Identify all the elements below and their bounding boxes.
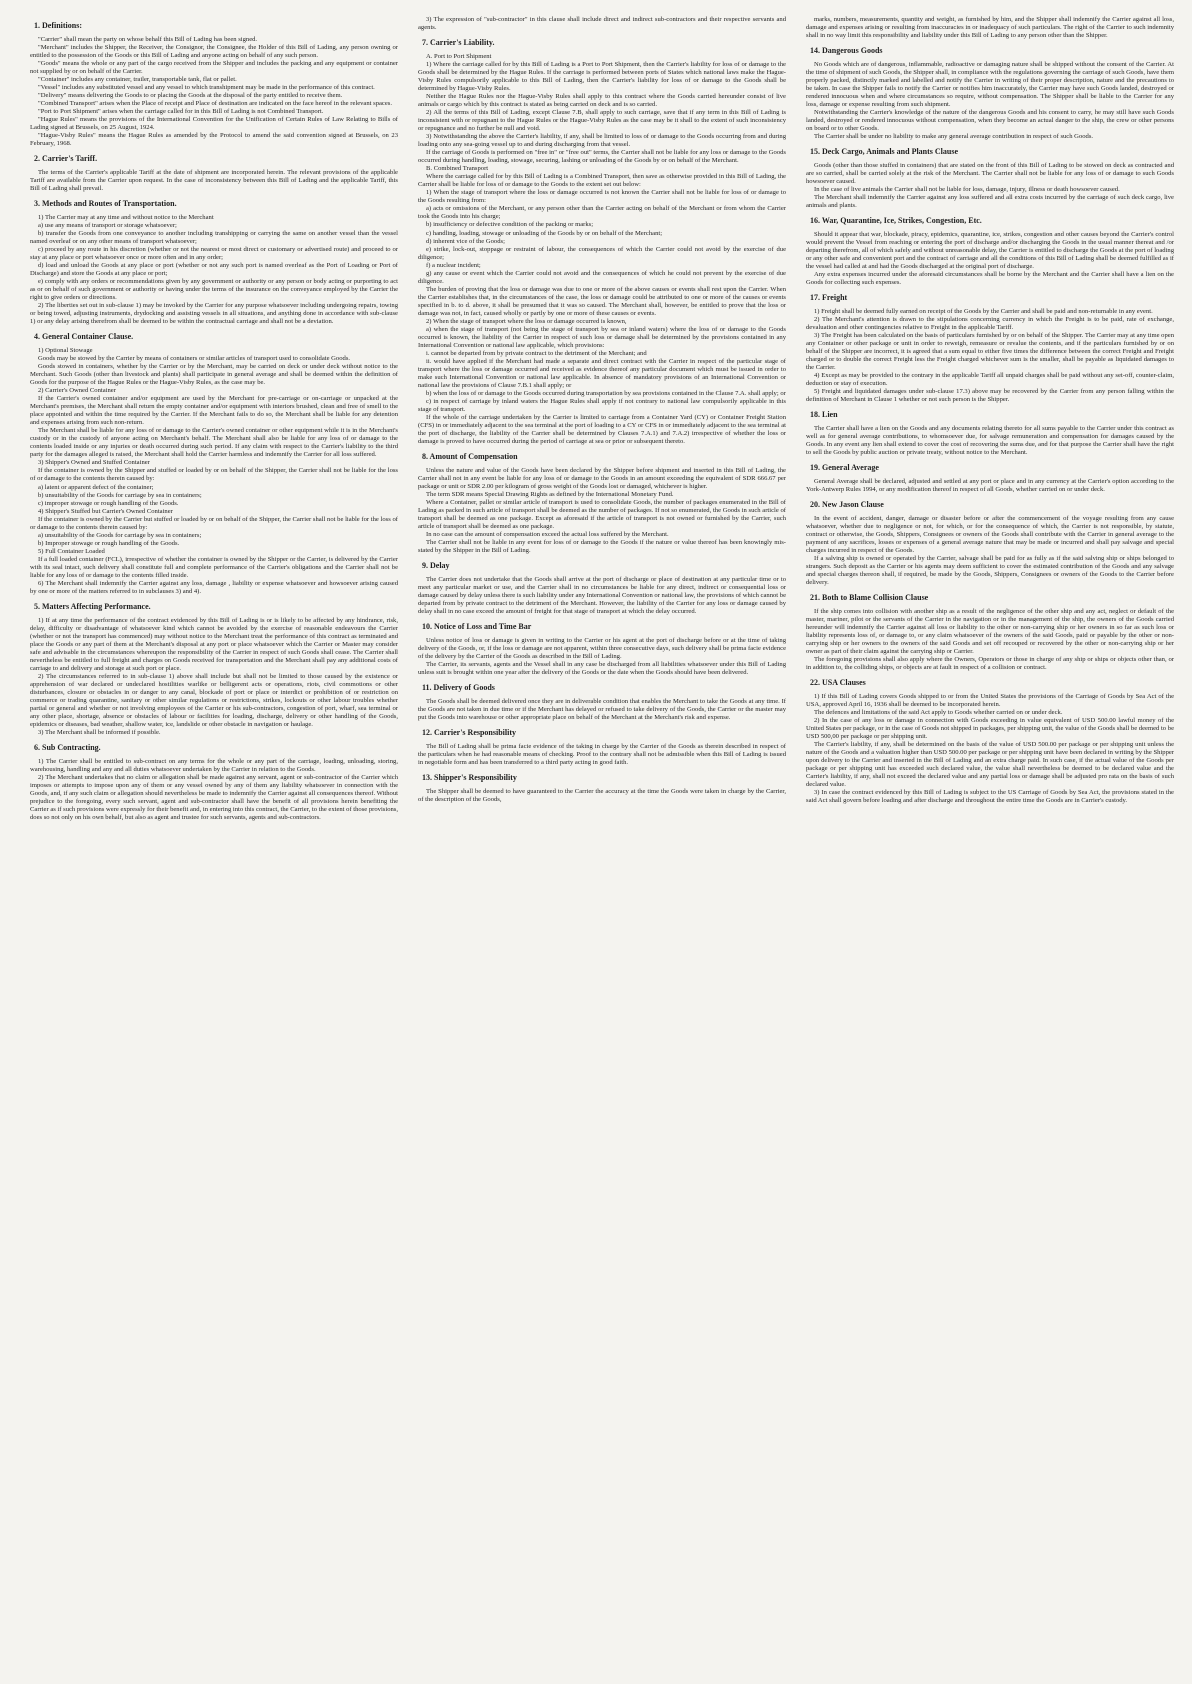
clause-heading: 4. General Container Clause. [34,332,134,342]
clause-paragraph: "Delivery" means delivering the Goods to or placing the Goods at the disposal of the party entitled to receive them. [38,91,343,99]
clause-paragraph: General Average shall be declared, adjusted and settled at any port or place and in any currency at the Carrier's option according to the York-Antwerp Rules 1994, or any modification thereof in respect of all Goods, whether carried on or under deck. [806,477,1174,493]
clause-paragraph: The Carrier's liability, if any, shall be determined on the basis of the value of USD 500.00 per package or per shipping unit unless the nature of the Goods and a valuation higher than USD 500.00 per package or per shipping unit have been declared in writing by the Shipper upon delivery to the Carrier and inserted in the Bill of Lading and an extra charge paid. In such case, if the actual value of the Goods per package or per shipping unit has exceeded such declared value, the value shall nevertheless be deemed to be declared value and the Carrier's liability, if any, shall not exceed the declared value and any partial loss or damage shall be adjusted pro rata on the basis of such declared value. [806,740,1174,788]
clause-paragraph: The Merchant shall be liable for any loss of or damage to the Carrier's owned container or other equipment while it is in the Merchant's custody or in the custody of anyone acting on Merchant's behalf. The Merchant shall also be liable for any loss of or damage to the contents loaded inside or any injuries or death occurred during such period. If any claim with respect to the Carrier's liability to the third party for the damages alleged is raised, the Merchant shall hold the Carrier harmless and indemnify the Carrier for all loss suffered. [30,427,398,459]
clause-paragraph: c) proceed by any route in his discretion (whether or not the nearest or most direct or customary or advertised route) and proceed to or stay at any place or port whatsoever once or more often and in any order; [30,245,398,261]
clause-paragraph: e) strike, lock-out, stoppage or restraint of labour, the consequences of which the Carrier could not avoid by the exercise of due diligence; [418,245,786,261]
clause-paragraph: 1) If this Bill of Lading covers Goods shipped to or from the United States the provisions of the Carriage of Goods by Sea Act of the USA, approved April 16, 1936 shall be deemed to be incorporated herein. [806,692,1174,708]
clause-heading: 3. Methods and Routes of Transportation. [34,199,177,209]
clause-paragraph: The defences and limitations of the said Act apply to Goods whether carried on or under deck. [814,708,1063,716]
clause-paragraph: b) Improper stowage or rough handling of the Goods. [38,539,180,547]
clause-paragraph: a) latent or apparent defect of the container; [38,483,154,491]
clause-paragraph: A. Port to Port Shipment [426,52,492,60]
clause-paragraph: The foregoing provisions shall also apply where the Owners, Operators or those in charge of any ship or ships or objects other than, or in addition to, the colliding ships, or objects are at fault in respect of a collision or contract. [806,655,1174,671]
clause-paragraph: b) unsuitability of the Goods for carriage by sea in containers; [38,491,202,499]
clause-paragraph: "Carrier" shall mean the party on whose behalf this Bill of Lading has been signed. [38,35,258,43]
clause-heading: 10. Notice of Loss and Time Bar [422,622,532,632]
clause-paragraph: The Carrier shall have a lien on the Goods and any documents relating thereto for all sums payable to the Carrier under this contract as well as for general average contributions, to whomsoever due, for salvage remuneration and compensation for damages caused by the Goods. In any event any lien shall extend to cover the cost of recovering the sums due, and for that purpose the Carrier shall have the right to sell the Goods by public auction or private treaty, without notice to the Merchant. [806,424,1174,457]
clause-section [418,683,786,722]
clause-paragraph: The Goods shall be deemed delivered once they are in deliverable condition that enables the Merchant to take the Goods at any time. If the Goods are not taken in due time or if the Merchant has delayed or refused to take delivery of the Goods, the Carrier or the master may put the Goods into warehouse or other appropriate place on behalf of the Merchant at the Merchant's risk and expense. [418,698,786,722]
clause-heading: 8. Amount of Compensation [422,452,518,462]
clause-paragraph: c) handling, loading, stowage or unloading of the Goods by or on behalf of the Merchant; [426,229,663,237]
clause-section [30,21,398,148]
clause-paragraph: b) transfer the Goods from one conveyance to another including transhipping or carrying the same on another vessel than the vessel named overleaf or on any other means of transport whatsoever; [30,229,398,245]
clause-paragraph: "Merchant" includes the Shipper, the Receiver, the Consignor, the Consignee, the Holder of this Bill of Lading, any person owning or entitled to the possession of the Goods or this Bill of Lading and anyone acting on behalf of any such person. [30,43,398,59]
clause-paragraph: If the whole of the carriage undertaken by the Carrier is limited to carriage from a Container Yard (CY) or Container Freight Station (CFS) in or immediately adjacent to the sea terminal at the port of loading to a CY or CFS in or immediately adjacent to the sea terminal at the port of discharge, the liability of the Carrier shall be determined by Clauses 7.A.1) and 7.A.2) irrespective of whether the loss or damage is proved to have occurred during the period of carriage at sea or prior or subsequent thereto. [418,414,786,446]
clause-paragraph: If a salving ship is owned or operated by the Carrier, salvage shall be paid for as fully as if the said salving ship or ships belonged to strangers. Such deposit as the Carrier or his agents may deem sufficient to cover the estimated contribution of the Goods and any salvage and special charges thereon shall, if required, be made by the Goods, Shippers, Consignees or owners of the Goods to the Carrier before delivery. [806,554,1174,586]
clause-section [30,199,398,326]
clause-section [418,561,786,616]
clause-paragraph: Unless the nature and value of the Goods have been declared by the Shipper before shipment and inserted in this Bill of Lading, the Carrier shall not in any event be liable for any loss of or damage to the Goods in an amount exceeding the equivalent of SDR 666.67 per package or unit or SDR 2.00 per kilogram of gross weight of the Goods lost or damaged, whichever is higher. [418,467,786,491]
clause-paragraph: "Vessel" includes any substituted vessel and any vessel to which transhipment may be made in the performance of this contract. [38,83,375,91]
clause-paragraph: The Carrier shall be under no liability to make any general average contribution in respect of such Goods. [814,133,1094,141]
clause-paragraph: Goods may be stowed by the Carrier by means of containers or similar articles of transport used to consolidate Goods. [38,355,351,362]
clause-paragraph: 3) In case the contract evidenced by this Bill of Lading is subject to the US Carriage of Goods by Sea Act, the provisions stated in the said Act shall govern before loading and after discharge and throughout the entire time the Goods are in Carrier's custody. [806,789,1174,805]
clause-section [418,728,786,767]
clause-heading: 9. Delay [422,561,450,571]
clause-paragraph: Any extra expenses incurred under the aforesaid circumstances shall be borne by the Merchant and the Carrier shall have a lien on the Goods for collecting such expenses. [806,271,1174,287]
clause-paragraph: b) when the loss of or damage to the Goods occurred during transportation by sea provisions contained in the Clause 7.A. shall apply; or [426,390,786,398]
clause-section [806,500,1174,587]
clause-paragraph: If the carriage of Goods is performed on "free in" or "free out" terms, the Carrier shall not be liable for any loss or damage to the Goods occurred during handling, loading, stowage, securing, lashing or unloading of the Goods by or on behalf of the Merchant. [418,149,786,165]
clause-paragraph: 1) If at any time the performance of the contract evidenced by this Bill of Lading is or is likely to be affected by any hindrance, risk, delay, difficulty or disadvantage of whatsoever kind which cannot be avoided by the exercise of reasonable endeavours the Carrier (whether or not the transport has commenced) may without notice to the Merchant treat the performance of this contract as terminated and place the Goods or any part of them at the Merchant's disposal at any port or place whatsoever which the Carrier or Master may consider safe and advisable in the circumstances whereupon the responsibility of the Carrier in respect of such Goods shall cease. The Carrier shall nevertheless be entitled to full freight and charges on Goods received for transportation and the Merchant shall pay any additional costs of carriage to and delivery and storage at such port or place. [30,616,398,672]
clause-paragraph: 2) Carrier's Owned Container [38,387,116,395]
clause-paragraph: 2) The circumstances referred to in sub-clause 1) above shall include but shall not be limited to those caused by the existence or apprehension of war declared or undeclared hostilities warlike or belligerent acts or operations, riots, civil commotions or other disturbances, closure or obstacles in or danger to any canal, blockade of port or place or interdict or prohibition of or restriction on commerce or trading quarantine, sanitary or other similar regulations or restrictions, strikes, lockouts or other labour troubles whether partial or general and whether or not involving employees of the Carrier or his sub-contractors, congestion of port, wharf, sea terminal or any other place, shortage, absence or obstacles of labour or facilities for loading, discharge, delivery or other handling of the Goods, epidemics or diseases, bad weather, shallow water, ice, landslide or other obstacle in navigation or haulage. [30,672,398,729]
clause-paragraph: 3) The expression of "sub-contractor" in this clause shall include direct and indirect sub-contractors and their respective servants and agents. [418,16,786,32]
clause-paragraph: c) improper stowage or rough handling of the Goods. [38,499,179,507]
clause-paragraph: g) any cause or event which the Carrier could not avoid and the consequences of which he could not prevent by the exercise of due diligence. [418,269,786,285]
clause-heading: 22. USA Clauses [810,677,866,687]
clause-heading: 14. Dangerous Goods [810,46,883,56]
clause-section [806,216,1174,287]
clause-paragraph: 4) Except as may be provided to the contrary in the applicable Tariff all unpaid charges shall be paid without any set-off, counter-claim, deduction or stay of execution. [806,372,1174,388]
clause-heading: 20. New Jason Clause [810,499,884,509]
clause-heading: 5. Matters Affecting Performance. [34,601,151,611]
clause-paragraph: 5) Full Container Loaded [38,547,105,555]
clause-paragraph: Neither the Hague Rules nor the Hague-Visby Rules shall apply to this contract where the Goods carried hereunder consist of live animals or cargo which by this contract is stated as being carried on deck and is so carried. [418,92,786,108]
clause-paragraph: a) use any means of transport or storage whatsoever; [38,221,177,229]
clause-paragraph: "Goods" means the whole or any part of the cargo received from the Shipper and includes the packing and any equipment or container not supplied by or on behalf of the Carrier. [30,59,398,75]
clause-paragraph: Where the carriage called for by this Bill of Lading is a Combined Transport, then save as otherwise provided in this Bill of Lading, the Carrier shall be liable for loss of or damage to the Goods to the extent set out below: [418,173,786,189]
clause-paragraph: "Container" includes any container, trailer, transportable tank, flat or pallet. [38,75,237,83]
clause-paragraph: If the Carrier's owned container and/or equipment are used by the Merchant for pre-carriage or on-carriage or unpacked at the Merchant's premises, the Merchant shall return the empty container and/or equipment with interiors brushed, clean and free of smell to the place appointed and within the time required by the Carrier. If the Merchant fails to do so, the Merchant shall be liable for any detention and expenses arising from such non-return. [30,395,398,427]
clause-paragraph: a) acts or omissions of the Merchant, or any person other than the Carrier acting on behalf of the Merchant or from whom the Carrier took the Goods into his charge; [418,205,786,221]
clause-paragraph: In no case can the amount of compensation exceed the actual loss suffered by the Merchant. [426,531,669,539]
clause-paragraph: 2) The Merchant undertakes that no claim or allegation shall be made against any servant, agent or sub-contractor of the Carrier which imposes or attempts to impose upon any of them or any vessel owned by any of them any liability whatsoever in connection with the Goods, and, if any such claim or allegation should nevertheless be made to indemnify the Carrier against all consequences thereof. Without prejudice to the foregoing, every such servant, agent and sub-contractor shall have the benefit of all provisions herein benefiting the Carrier as if such provisions were expressly for their benefit and, in entering into this contract, the Carrier, to the extent of those provisions, does so not only on his own behalf, but also as agent and trustee for such servants, agents and sub-contractors. [30,773,398,822]
clause-paragraph: 3) Shipper's Owned and Stuffed Container [38,459,150,467]
clause-paragraph: The Bill of Lading shall be prima facie evidence of the taking in charge by the Carrier of the Goods as therein described in respect of the particulars when he had reasonable means of checking. Proof to the contrary shall not be admissible when this Bill of Lading is issued in negotiable form and has been transferred to a third party acting in good faith. [418,742,786,766]
clause-section [806,16,1174,40]
clause-paragraph: The Carrier does not undertake that the Goods shall arrive at the port of discharge or place of destination at any particular time or to meet any particular market or use, and the Carrier shall in no circumstances be liable for any direct, indirect or consequential loss or damage caused by delay unless there is such liability under any International Convention or national law, the provisions of which cannot be departed from by private contract to the detriment of the Merchant. However, the liability of the Carrier for any loss or damage caused by delay shall in no case exceed the amount of freight for that stage of transport at which the delay occurred. [418,576,786,616]
clause-paragraph: marks, numbers, measurements, quantity and weight, as furnished by him, and the Shipper shall indemnify the Carrier against all loss, damage and expenses arising or resulting from inaccuracies in or inadequacy of such particulars. The right of the Carrier to such indemnity shall in no way limit this responsibility and liability under this Bill of Lading to any person other than the Shipper. [806,16,1174,40]
clause-section [806,678,1174,805]
clause-paragraph: f) a nuclear incident; [426,261,481,269]
clause-section [30,602,398,737]
clause-paragraph: b) insufficiency or defective condition of the packing or marks; [426,221,594,229]
clause-paragraph: 2) The liberties set out in sub-clause 1) may be invoked by the Carrier for any purpose whatsoever including undergoing repairs, towing or being towed, adjusting instruments, drydocking and assisting vessels in all situations, and anything done in accordance with sub-clause 1) or any delay arising therefrom shall be deemed to be within the contractual carriage and shall not be a deviation. [30,302,398,326]
clause-paragraph: "Combined Transport" arises when the Place of receipt and Place of destination are indicated on the face hereof in the relevant spaces. [38,100,392,107]
clause-paragraph: 1) Freight shall be deemed fully earned on receipt of the Goods by the Carrier and shall be paid and non-returnable in any event. [814,307,1153,315]
clause-section [806,147,1174,210]
clause-paragraph: a) when the stage of transport (not being the stage of transport by sea or inland waters) where the loss of or damage to the Goods occurred is known, the liability of the Carrier in respect of such loss or damage shall be determined by the provisions contained in any International Convention or national law applicable, which provisions: [418,325,786,349]
clause-paragraph: 1) When the stage of transport where the loss or damage occurred is not known the Carrier shall not be liable for loss of or damage to the Goods resulting from: [418,189,786,205]
clause-paragraph: Where a Container, pallet or similar article of transport is used to consolidate Goods, the number of packages enumerated in the Bill of Lading as packed in such article of transport shall be deemed as the number of packages. If not so enumerated, the Goods in such article of transport shall be deemed as one package. Except as aforesaid if the article of transport is not owned or furnished by the Carrier, such article of transport shall be deemed as one package. [418,499,786,531]
clause-heading: 19. General Average [810,463,879,473]
clause-paragraph: Should it appear that war, blockade, piracy, epidemics, quarantine, ice, strikes, congestion and other causes beyond the Carrier's control would prevent the Vessel from reaching or entering the port of discharge and/or discharging the Goods in the usual manner thereat and /or departing therefrom, all of which safely and without unreasonable delay, the Carrier is entitled to discharge the Goods at the port of loading or any other safe and convenient port and the contract of carriage and all the conditions of this Bill of Lading shall be deemed fulfilled as if the vessel had called at and had the Goods discharged at the original port of discharge. [806,230,1174,270]
clause-heading: 16. War, Quarantine, Ice, Strikes, Congestion, Etc. [810,216,982,226]
clause-section [806,463,1174,494]
clause-section [806,293,1174,404]
clause-paragraph: Goods (other than those stuffed in containers) that are stated on the front of this Bill of Lading to be stowed on deck as contracted and are so carried, shall be carried solely at the risk of the Merchant. The Carrier shall not be liable for any loss of or damage to such Goods howsoever caused. [806,161,1174,185]
clause-paragraph: "Hague-Visby Rules" means the Hague Rules as amended by the Protocol to amend the said convention signed at Brussels, on 23 February, 1968. [30,132,398,148]
clause-paragraph: 2) In the case of any loss or damage in connection with Goods exceeding in value equivalent of USD 500.00 lawful money of the United States per package, or in the case of Goods not shipped in packages, per shipping unit, the value of the Goods shall be deemed to be USD 500,00 per package or per shipping unit. [806,716,1174,740]
clause-section [806,593,1174,672]
clause-heading: 12. Carrier's Responsibility [422,728,516,738]
clause-paragraph: d) load and unload the Goods at any place or port (whether or not any such port is named overleaf as the Port of Loading or Port of Discharge) and store the Goods at any place or port; [30,261,398,277]
clause-section [418,38,786,446]
clause-paragraph: 5) Freight and liquidated damages under sub-clause 17.3) above may be recovered by the Carrier from any person falling within the definition of Merchant in Clause 1 whether or not such person is the Shipper. [806,388,1174,404]
clause-heading: 21. Both to Blame Collision Clause [810,592,929,602]
clause-paragraph: If the container is owned by the Shipper and stuffed or loaded by or on behalf of the Shipper, the Carrier shall not be liable for the loss of or damage to the contents therein caused by: [30,467,398,483]
clause-paragraph: "Port to Port Shipment" arises when the carriage called for in this Bill of Lading is not Combined Transport. [38,108,324,116]
clause-paragraph: 2) All the terms of this Bill of Lading, except Clause 7.B, shall apply to such carriage, save that if any term in this Bill of Lading is inconsistent with or repugnant to the Hague Rules or the Hague-Visby Rules as the case may be it shall to the extent of such inconsistency or repugnance and no further be null and void. [418,109,786,133]
column-2 [418,16,786,1674]
clause-paragraph: i. cannot be departed from by private contract to the detriment of the Merchant; and [426,349,647,357]
clause-paragraph: No Goods which are of dangerous, inflammable, radioactive or damaging nature shall be shipped without the consent of the Carrier. At the time of shipment of such Goods, the Shipper shall, in compliance with the regulations governing the carriage of such Goods, have them properly packed, distinctly marked and labelled and notify the Carrier in writing of their proper description, nature and the precautions to be taken. In case the Shipper fails to notify the Carrier or notifies him inaccurately, the Carrier may have such Goods landed, destroyed or rendered innocuous when and where circumstances so require, without compensation. The Shipper shall be liable to the Carrier for any loss, damage or expense resulting from such shipment. [806,60,1174,108]
clause-paragraph: In the event of accident, danger, damage or disaster before or after the commencement of the voyage resulting from any cause whatsoever, whether due to negligence or not, for which, or for the consequence of which, the Carrier is not responsible, by statute, contract or otherwise, the Goods, Shippers, Consignees or owners of the Goods shall contribute with the Carrier in general average to the payment of any sacrifices, losses or expenses of a general average nature that may be made or incurred and shall pay salvage and special charges incurred in respect of the Goods. [806,514,1174,554]
clause-paragraph: If a full loaded container (FCL), irrespective of whether the container is owned by the Shipper or the Carrier, is delivered by the Carrier with its seal intact, such delivery shall constitute full and complete performance of the Carrier's obligations and the Carrier shall not be liable for any loss of or damage to the contents filled inside. [30,555,398,579]
clause-paragraph: The Merchant shall indemnify the Carrier against any loss suffered and all extra costs incurred by the carriage of such deck cargo, live animals and plants. [806,194,1174,210]
clause-paragraph: 1) The Carrier shall be entitled to sub-contract on any terms for the whole or any part of the carriage, loading, unloading, storing, warehousing, handling and any and all duties whatsoever undertaken by the Carrier in relation to the Goods. [30,757,398,773]
clause-paragraph: 3) Notwithstanding the above the Carrier's liability, if any, shall be limited to loss of or damage to the Goods occurring from and during loading onto any sea-going vessel up to and during discharging from that vessel. [418,133,786,149]
clause-paragraph: 1) Optional Stowage [38,346,93,354]
clause-paragraph: 3) The Merchant shall be informed if possible. [38,729,161,737]
clause-heading: 1. Definitions: [34,21,82,30]
clause-paragraph: The Carrier shall not be liable in any event for loss of or damage to the Goods if the nature or value thereof has been knowingly mis-stated by the Shipper in the Bill of Lading. [418,539,786,555]
clause-heading: 17. Freight [810,293,848,303]
clause-section [30,154,398,193]
clause-paragraph: 4) Shipper's Stuffed but Carrier's Owned Container [38,507,173,515]
clause-paragraph: B. Combined Transport [426,165,489,173]
clause-section [30,332,398,596]
clause-paragraph: Notwithstanding the Carrier's knowledge of the nature of the dangerous Goods and his consent to carry, he may still have such Goods landed, destroyed or rendered innocuous without compensation, when they become an actual danger to the ship, the crew or other persons on board or to other Goods. [806,109,1174,133]
clause-heading: 11. Delivery of Goods [422,683,495,693]
clause-paragraph: a) unsuitability of the Goods for carriage by sea in containers; [38,531,202,539]
clause-paragraph: If the ship comes into collision with another ship as a result of the negligence of the other ship and any act, neglect or default of the master, mariner, pilot or the servants of the Carrier in the navigation or in the management of the ship, the owners of the Goods carried hereunder will indemnify the Carrier against all loss or liability to the other or non-carrying ship or her owners in so far as such loss or liability represents loss of, or damage to, or any claim whatsoever of the owners of the said Goods, paid or payable by the other or non-carrying ship or her owners to the owners of the said Goods and set off recouped or recovered by the other or non-carrying ship or her owner as part of their claim against the carrying ship or Carrier. [806,607,1174,655]
clause-paragraph: 1) Where the carriage called for by this Bill of Lading is a Port to Port Shipment, then the Carrier's liability for loss of or damage to the Goods shall be determined by the Hague Rules. If the carriage is performed between ports of States which national laws make the Hague-Visby Rules compulsorily applicable to this Bill of Lading, then the Carrier's liability for loss of or damage to the Goods shall be determined by Hague-Visby Rules. [418,60,786,92]
clause-heading: 13. Shipper's Responsibility [422,772,517,782]
clause-heading: 7. Carrier's Liability. [422,38,495,48]
column-1 [30,16,398,1674]
clause-paragraph: e) comply with any orders or recommendations given by any government or authority or any person or body acting or purporting to act as or on behalf of such government or authority or having under the terms of the insurance on the conveyance employed by the Carrier the right to give orders or directions. [30,278,398,302]
clause-section [418,622,786,677]
clause-section [806,410,1174,457]
clause-paragraph: The Carrier, its servants, agents and the Vessel shall in any case be discharged from all liabilities whatsoever under this Bill of Lading unless suit is brought within one year after the delivery of the Goods or the date when the Goods should have been delivered. [418,661,786,677]
clause-paragraph: The Shipper shall be deemed to have guaranteed to the Carrier the accuracy at the time the Goods were taken in charge by the Carrier, of the description of the Goods, [418,787,786,803]
clause-paragraph: In the case of live animals the Carrier shall not be liable for loss, damage, injury, illness or death howsoever caused. [814,186,1120,193]
column-3 [806,16,1174,1674]
clause-paragraph: The terms of the Carrier's applicable Tariff at the date of shipment are incorporated herein. The relevant provisions of the applicable Tariff are available from the Carrier upon request. In the case of inconsistency between this Bill of Lading and the applicable Tariff, this Bill of Lading shall prevail. [30,168,398,192]
clause-section [418,16,786,32]
clause-paragraph: The burden of proving that the loss or damage was due to one or more of the above causes or events shall rest upon the Carrier. When the Carrier establishes that, in the circumstances of the case, the loss or damage could be attributed to one or more of the causes or events specified in b. to d. above, it shall be presumed that it was so caused. The Merchant shall, however, be entitled to prove that the loss or damage was not, in fact, caused wholly or partly by one or more of these causes or events. [418,285,786,317]
clause-paragraph: "Hague Rules" means the provisions of the International Convention for the Unification of Certain Rules of Law Relating to Bills of Lading signed at Brussels, on 25 August, 1924. [30,116,398,132]
clause-section [30,743,398,822]
clause-heading: 18. Lien [810,410,838,420]
clause-paragraph: c) in respect of carriage by inland waters the Hague Rules shall apply if not contrary to national law compulsorily applicable in this stage of transport. [418,398,786,414]
clause-heading: 15. Deck Cargo, Animals and Plants Clause [810,147,959,157]
clause-paragraph: d) inherent vice of the Goods; [426,237,505,245]
clause-paragraph: 1) The Carrier may at any time and without notice to the Merchant [38,213,214,221]
clause-paragraph: ii. would have applied if the Merchant had made a separate and direct contract with the Carrier in respect of the particular stage of transport where the loss or damage occurred and received as evidence thereof any particular document which must be issued in order to make such International Convention or national law applicable. In absence of mandatory provisions of an International Convention or national law the provisions of Clause 7.B.1 shall apply; or [418,358,786,390]
clause-section [418,452,786,555]
clause-paragraph: 3) The Freight has been calculated on the basis of particulars furnished by or on behalf of the Shipper. The Carrier may at any time open any Container or other package or unit in order to reweigh, remeasure or revalue the contents, and if the particulars furnished by or on behalf of the Shipper are incorrect, it is agreed that a sum equal to either five times the difference between the correct Freight and Freight charged or to double the correct Freight less the Freight charged whichever sum is the smaller, shall be payable as liquidated damages to the Carrier. [806,331,1174,372]
clause-paragraph: 2) When the stage of transport where the loss or damage occurred is known, [426,317,627,325]
clause-paragraph: 2) The Merchant's attention is drawn to the stipulations concerning currency in which the Freight is to be paid, rate of exchange, devaluation and other contingencies relative to Freight in the applicable Tariff. [806,315,1174,331]
clause-paragraph: The term SDR means Special Drawing Rights as defined by the International Monetary Fund. [426,491,674,499]
clause-heading: 2. Carrier's Tariff. [34,154,98,164]
clause-paragraph: Unless notice of loss or damage is given in writing to the Carrier or his agent at the port of discharge before or at the time of taking delivery of the Goods, or, if the loss or damage are not apparent, within three consecutive days, such delivery shall be prima facie evidence of the delivery by the Carrier of the Goods as described in the Bill of Lading. [418,637,786,661]
clause-section [418,773,786,804]
clause-heading: 6. Sub Contracting. [34,743,101,753]
clause-paragraph: If the container is owned by the Carrier but stuffed or loaded by or on behalf of the Shipper, the Carrier shall not be liable for the loss of or damage to the contents therein caused by: [30,515,398,531]
clause-paragraph: Goods stowed in containers, whether by the Carrier or by the Merchant, may be carried on deck or under deck without notice to the Merchant. Such Goods (other than livestock and plants) shall participate in general average and shall be deemed within the definition of Goods for the purpose of the Hague Rules or the Hague-Visby Rules, as the case may be. [30,363,398,387]
clause-section [806,46,1174,141]
clause-paragraph: 6) The Merchant shall indemnify the Carrier against any loss, damage , liability or expense whatsoever and howsoever arising caused by one or more of the matters referred to in subclauses 3) and 4). [30,579,398,595]
